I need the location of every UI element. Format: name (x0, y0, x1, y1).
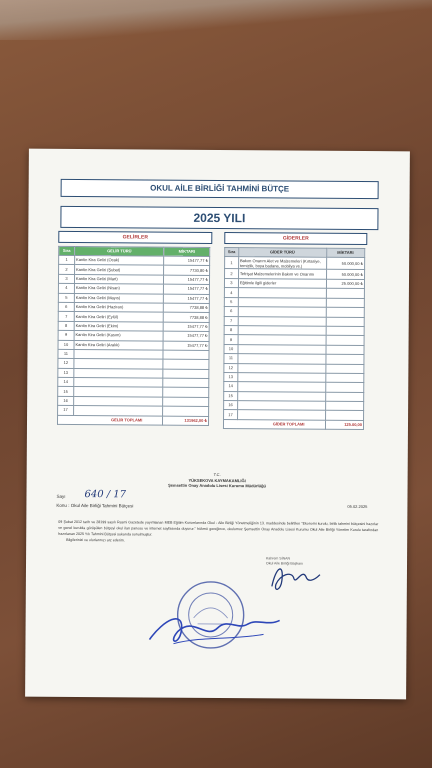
income-cell-no: 3 (58, 274, 74, 284)
income-cell-amount: 15477,77 ₺ (164, 256, 210, 266)
expense-cell-amount (325, 401, 364, 411)
income-cell-type: Kantin Kira Geliri (Kasım) (74, 331, 163, 341)
income-cell-amount (163, 397, 209, 407)
income-cell-type: Kantin Kira Geliri (Eylül) (74, 312, 163, 322)
expense-row (224, 279, 364, 289)
income-cell-type: Kantin Kira Geliri (Şubat) (74, 265, 163, 275)
expense-cell-no: 14 (224, 382, 238, 391)
income-header-type: GELİR TÜRÜ (75, 246, 164, 256)
expense-cell-amount: 50.000,00 ₺ (326, 269, 365, 279)
income-cell-amount (163, 369, 209, 379)
expense-cell-amount (325, 345, 364, 355)
konu-label: Konu (56, 502, 67, 508)
expense-cell-amount (325, 364, 364, 374)
income-cell-no: 10 (58, 340, 74, 350)
expense-cell-no: 12 (224, 363, 238, 372)
tc-label: T.C. (213, 471, 221, 478)
budget-document (25, 149, 410, 700)
income-cell-amount: 15477,77 ₺ (163, 331, 209, 341)
expense-cell-amount (325, 373, 364, 383)
income-cell-amount: 15477,77 ₺ (164, 284, 210, 294)
expense-cell-no: 5 (224, 297, 238, 306)
expense-cell-no: 1 (225, 257, 239, 269)
income-cell-no: 12 (58, 359, 74, 369)
income-cell-amount: 15477,77 ₺ (163, 322, 209, 332)
income-cell-type: Kantin Kira Geliri (Haziran) (74, 302, 163, 312)
expense-cell-no: 6 (224, 307, 238, 316)
expense-cell-no: 15 (224, 391, 238, 400)
expense-cell-amount (326, 326, 365, 336)
expense-cell-no: 3 (224, 279, 238, 288)
expense-cell-amount (326, 336, 365, 346)
document-title: OKUL AİLE BİRLİĞİ TAHMİNİ BÜTÇE (61, 179, 379, 199)
letter-paragraph: 09 Şubat 2012 tarih ve 28199 sayılı Resmi Gazetede yayımlanan MEB Eğitim Kurumlarında Okul - Aile Birliği Yönetmeliğinin 13. maddesinde belirtilen "Ekonomi kurulu, birlik tahmini bütçesini hazırlar ve genel kurulda görüşülen bütçeyi okul ilan panosu ve internet sayfasında duyurur." hükmü gereğince, okulumuz Şemsettin Onay Anadolu Lisesi Kurumu Okul Aile Birliği Yönetim Kurulu tarafından hazırlanan 2025 Yılı Tahmini Bütçesi yukarıda sunulmuştur. (58, 519, 379, 537)
expense-header-amount: MİKTARI (326, 248, 365, 257)
income-cell-amount: 7738,88 ₺ (164, 303, 210, 313)
expense-header-no: Sıra (225, 248, 239, 257)
income-header-amount: MİKTARI (164, 247, 210, 256)
income-cell-no: 11 (58, 349, 74, 359)
expense-cell-amount (326, 307, 365, 317)
cable-background (0, 0, 432, 40)
expense-cell-no: 16 (224, 401, 238, 410)
income-cell-no: 4 (58, 284, 74, 294)
expense-cell-amount (325, 392, 364, 402)
letter-closing: Bilgilerinizi ve olurlarınızı arz ederim. (66, 537, 125, 543)
expense-header-type: GİDER TÜRÜ (239, 248, 327, 258)
income-cell-amount (163, 406, 209, 416)
expense-cell-no: 7 (224, 316, 238, 325)
expense-cell-amount (325, 354, 364, 364)
expense-cell-amount (326, 298, 365, 308)
expense-cell-no: 13 (224, 372, 238, 381)
expense-cell-amount (326, 289, 365, 299)
expense-total-value: 125.00,00 (325, 420, 364, 430)
expense-cell-amount: 25.000,00 ₺ (326, 279, 365, 289)
school-name: Şemsettin Onay Anadolu Lisesi Kurumu Müdürlüğü (168, 482, 267, 489)
expense-section-label: GİDERLER (224, 232, 367, 245)
signer-name: Kahrem SİNAN (266, 556, 291, 561)
income-table (57, 246, 210, 426)
letter-body (58, 519, 378, 545)
income-cell-amount (163, 359, 209, 369)
konu-value: : Okul Aile Birliği Tahmini Bütçesi (68, 502, 134, 509)
income-cell-type: Kantin Kira Geliri (Ocak) (75, 255, 164, 265)
document-date: 05.02.2025 (347, 503, 368, 510)
income-cell-type: Kantin Kira Geliri (Nisan) (74, 284, 163, 294)
income-cell-type: Kantin Kira Geliri (Aralık) (74, 340, 163, 350)
income-cell-no: 6 (58, 302, 74, 312)
document-year: 2025 YILI (60, 206, 378, 230)
income-cell-amount: 15477,77 ₺ (164, 294, 210, 304)
income-cell-amount: 7738,88 ₺ (164, 312, 210, 322)
income-cell-type: Kantin Kira Geliri (Mart) (74, 274, 163, 284)
income-cell-no: 8 (58, 321, 74, 331)
income-cell-amount: 15477,77 ₺ (164, 275, 210, 285)
signer-title: Okul Aile Birliği Başkanı (266, 560, 304, 566)
income-cell-no: 9 (58, 331, 74, 341)
income-cell-no: 16 (58, 396, 74, 406)
income-cell-no: 5 (58, 293, 74, 303)
income-cell-amount: 15477,77 ₺ (163, 341, 209, 351)
expense-total-row (223, 419, 363, 429)
sayi-label: Sayı (56, 493, 66, 499)
income-cell-amount (163, 378, 209, 388)
expense-cell-type: Bakım Onarım Alet ve Malzemeleri (Kırtasiye, temizlik, boya badana, mobilya vs.) (238, 257, 326, 270)
income-cell-amount (163, 350, 209, 360)
sayi-handwritten: 640 / 17 (84, 489, 127, 501)
income-cell-amount (163, 388, 209, 398)
president-signature-icon (262, 556, 332, 596)
expense-cell-no: 17 (224, 410, 238, 419)
expense-cell-no: 10 (224, 344, 238, 353)
expense-cell-amount (325, 383, 364, 393)
income-cell-amount: 7730,80 ₺ (164, 266, 210, 276)
expense-cell-type: Tefrişat Malzemelerinin Bakım ve Onarımı (238, 269, 326, 280)
ministry-header (27, 471, 408, 490)
expense-cell-amount (326, 317, 365, 327)
income-cell-no: 15 (58, 387, 74, 397)
income-cell-type: Kantin Kira Geliri (Ekim) (74, 321, 163, 331)
income-cell-no: 2 (59, 265, 75, 275)
expense-cell-amount (325, 411, 364, 421)
expense-cell-no: 4 (224, 288, 238, 297)
income-cell-no: 13 (58, 368, 74, 378)
income-cell-type: Kantin Kira Geliri (Mayıs) (74, 293, 163, 303)
income-total-row (57, 415, 208, 425)
principal-signature-icon (143, 599, 283, 650)
expense-row (225, 257, 365, 270)
kaymakamlik-label: YÜKSEKOVA KAYMAKAMLIĞI (188, 477, 246, 483)
income-cell-no: 7 (58, 312, 74, 322)
income-cell-no: 17 (58, 406, 74, 416)
income-header-no: Sıra (59, 246, 75, 255)
expense-cell-no: 11 (224, 354, 238, 363)
expense-cell-type: Eğitimle ilgili giderler (238, 279, 326, 289)
income-cell-no: 14 (58, 377, 74, 387)
expense-cell-no: 2 (225, 269, 239, 279)
expense-cell-amount: 50.000,00 ₺ (326, 257, 365, 269)
expense-cell-no: 8 (224, 325, 238, 334)
expense-cell-no: 9 (224, 335, 238, 344)
income-total-value: 131962,00 ₺ (163, 416, 209, 426)
income-cell-no: 1 (59, 255, 75, 265)
income-total-label: GELİR TOPLAMI (57, 415, 162, 425)
expense-total-label: GİDER TOPLAMI (223, 419, 325, 429)
income-section-label: GELİRLER (58, 231, 212, 244)
expense-table (223, 247, 365, 430)
